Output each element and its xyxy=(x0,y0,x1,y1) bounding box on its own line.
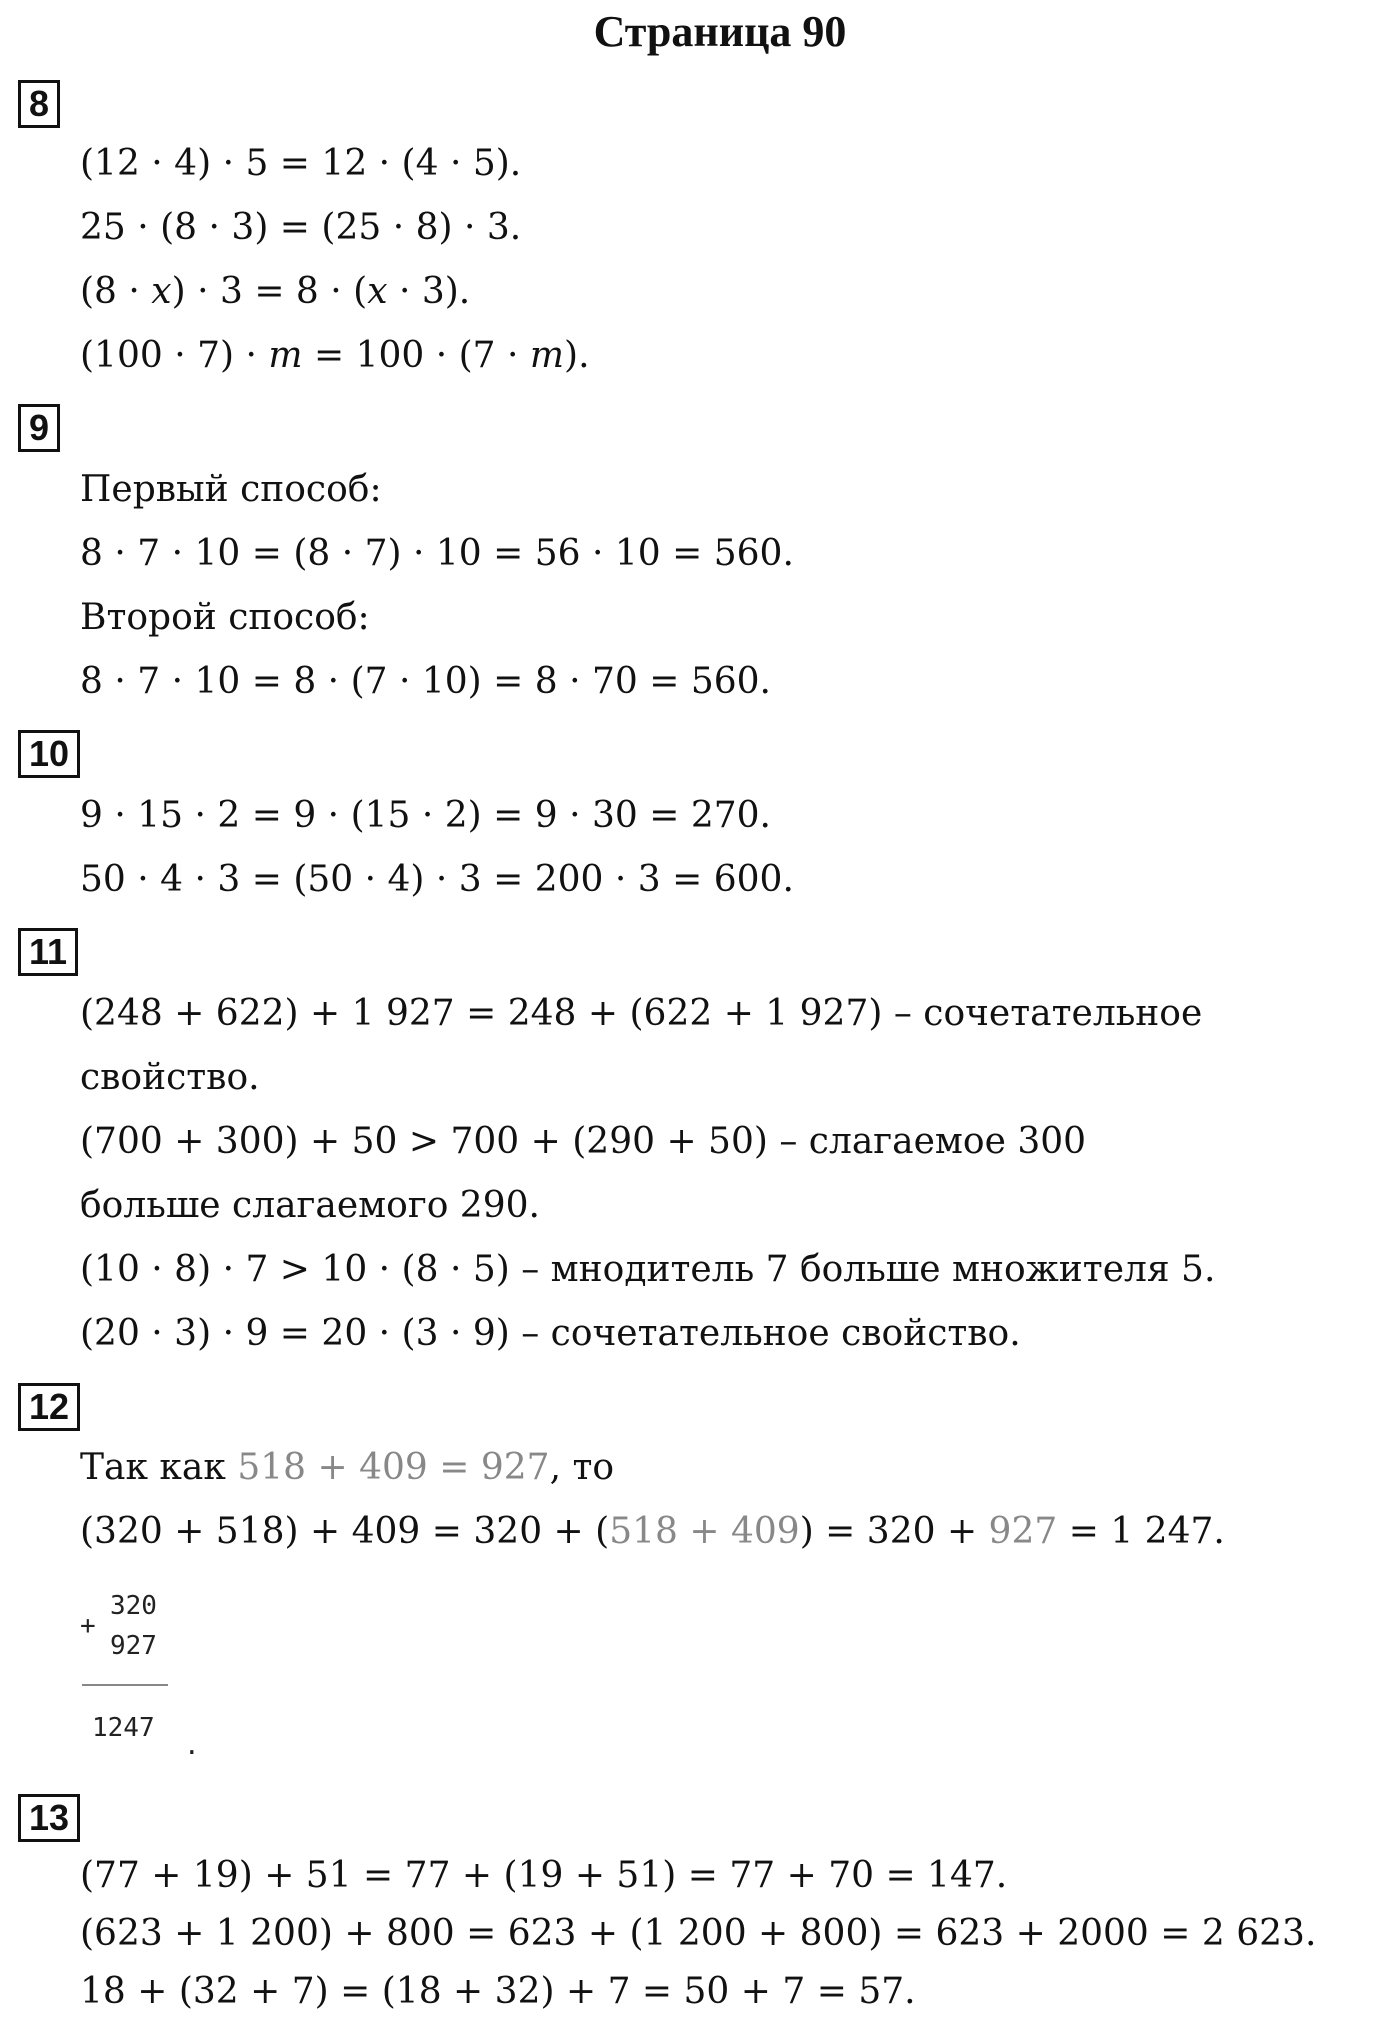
task-9-line-1: Первый способ: xyxy=(80,469,382,510)
task-number-12: 12 xyxy=(18,1383,80,1431)
task-13-line-3: 18 + (32 + 7) = (18 + 32) + 7 = 50 + 7 = 57. xyxy=(80,1971,916,2012)
task-12-line-1: Так как 518 + 409 = 927, то xyxy=(80,1447,615,1488)
task-11-line-1: (248 + 622) + 1 927 = 248 + (622 + 1 927) – сочетательное xyxy=(80,993,1203,1034)
task-8-line-1: (12 · 4) · 5 = 12 · (4 · 5). xyxy=(80,143,522,184)
task-number-9: 9 xyxy=(18,404,60,452)
task-11-line-5: (10 · 8) · 7 > 10 · (8 · 5) – мнодитель 7 больше множителя 5. xyxy=(80,1249,1216,1290)
task-11-line-4: больше слагаемого 290. xyxy=(80,1185,540,1226)
task-11-line-6: (20 · 3) · 9 = 20 · (3 · 9) – сочетательное свойство. xyxy=(80,1313,1021,1354)
column-addend-bottom: 927 xyxy=(110,1631,157,1661)
task-8-line-2: 25 · (8 · 3) = (25 · 8) · 3. xyxy=(80,207,522,248)
task-number-8: 8 xyxy=(18,80,60,128)
column-result: 1247 xyxy=(92,1713,155,1743)
task-10-line-1: 9 · 15 · 2 = 9 · (15 · 2) = 9 · 30 = 270. xyxy=(80,795,771,836)
task-9-line-3: Второй способ: xyxy=(80,597,370,638)
task-8-line-4: (100 · 7) · m = 100 · (7 · m). xyxy=(80,335,590,376)
column-dot: . xyxy=(184,1731,200,1761)
column-addend-top: 320 xyxy=(110,1591,157,1621)
task-9-line-4: 8 · 7 · 10 = 8 · (7 · 10) = 8 · 70 = 560. xyxy=(80,661,771,702)
task-number-13: 13 xyxy=(18,1794,80,1842)
task-12-line-2: (320 + 518) + 409 = 320 + (518 + 409) = 320 + 927 = 1 247. xyxy=(80,1511,1225,1552)
task-number-10: 10 xyxy=(18,730,80,778)
task-9-line-2: 8 · 7 · 10 = (8 · 7) · 10 = 56 · 10 = 560. xyxy=(80,533,794,574)
task-11-line-2: свойство. xyxy=(80,1057,260,1098)
task-8-line-3: (8 · x) · 3 = 8 · (x · 3). xyxy=(80,271,471,312)
task-number-11: 11 xyxy=(18,928,78,976)
task-10-line-2: 50 · 4 · 3 = (50 · 4) · 3 = 200 · 3 = 600. xyxy=(80,859,794,900)
column-sum-line xyxy=(82,1684,168,1686)
plus-sign: + xyxy=(80,1611,96,1641)
page-title: Страница 90 xyxy=(593,7,847,56)
task-11-line-3: (700 + 300) + 50 > 700 + (290 + 50) – слагаемое 300 xyxy=(80,1121,1087,1162)
task-13-line-2: (623 + 1 200) + 800 = 623 + (1 200 + 800) = 623 + 2000 = 2 623. xyxy=(80,1913,1317,1954)
task-13-line-1: (77 + 19) + 51 = 77 + (19 + 51) = 77 + 70 = 147. xyxy=(80,1855,1008,1896)
